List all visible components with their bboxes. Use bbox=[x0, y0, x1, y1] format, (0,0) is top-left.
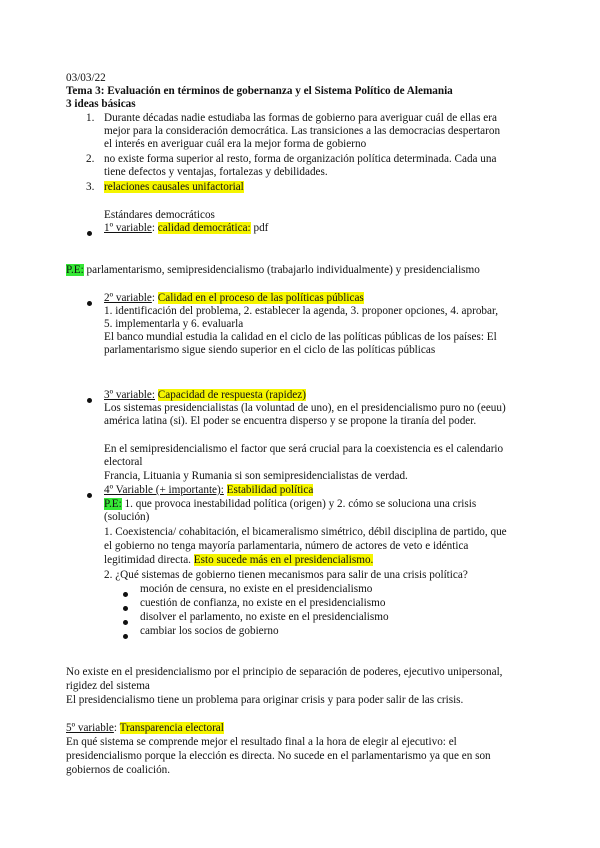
text-line: el gobierno no tenga mayoría parlamentaria, número de actores de veto e idéntica bbox=[104, 540, 469, 552]
idea-line: tiene defectos y ventajas, fortalezas y debilidades. bbox=[104, 166, 328, 178]
text-line: Francia, Lituania y Rumania si son semipresidencialistas de verdad. bbox=[104, 470, 408, 482]
variable-label: 5º variable bbox=[66, 722, 114, 734]
bullet-dot bbox=[123, 602, 128, 615]
idea-line: no existe forma superior al resto, forma de organización política determinada. Cada una bbox=[104, 153, 497, 165]
list-item: cambiar los socios de gobierno bbox=[140, 625, 279, 637]
pe-stability: P.E: 1. que provoca inestabilidad política (origen) y 2. cómo se soluciona una crisis bbox=[104, 498, 477, 510]
bullet-dot bbox=[123, 630, 128, 643]
text-line: En el semipresidencialismo el factor que será crucial para la coexistencia es el calendario bbox=[104, 443, 504, 455]
idea-line bbox=[104, 181, 244, 194]
bullet-dot bbox=[87, 227, 92, 240]
variable-label: 3º variable: bbox=[104, 389, 155, 401]
list-item: cuestión de confianza, no existe en el presidencialismo bbox=[140, 597, 386, 609]
text-line: parlamentarismo sigue siendo superior en el ciclo de las políticas públicas bbox=[104, 344, 436, 356]
standards-label: Estándares democráticos bbox=[104, 209, 215, 221]
highlight: Capacidad de respuesta (rapidez) bbox=[157, 389, 306, 401]
idea-number: 1. bbox=[86, 112, 95, 124]
list-item: moción de censura, no existe en el presidencialismo bbox=[140, 583, 373, 595]
pe-tag: P.E: bbox=[66, 264, 84, 276]
variable-2: 2º variable: Calidad en el proceso de las políticas públicas bbox=[104, 292, 364, 304]
text-line: Los sistemas presidencialistas (la voluntad de uno), en el presidencialismo puro no (eeuu) bbox=[104, 402, 506, 414]
text-line: presidencialismo porque la elección es directa. No sucede en el parlamentarismo ya que en son bbox=[66, 750, 491, 762]
text-line: En qué sistema se comprende mejor el resultado final a la hora de elegir al ejecutivo: el bbox=[66, 736, 457, 748]
idea-line: Durante décadas nadie estudiaba las formas de gobierno para averiguar cuál de ellas era bbox=[104, 112, 497, 124]
text-line: El presidencialismo tiene un problema para originar crisis y para poder salir de las crisis. bbox=[66, 694, 464, 706]
subtitle: 3 ideas básicas bbox=[66, 98, 136, 110]
date: 03/03/22 bbox=[66, 72, 106, 84]
highlight: relaciones causales unifactorial bbox=[104, 181, 244, 193]
text-line: legitimidad directa. Esto sucede más en el presidencialismo. bbox=[104, 554, 374, 566]
text-line: 1. Coexistencia/ cohabitación, el bicameralismo simétrico, débil disciplina de partido, que bbox=[104, 526, 507, 538]
idea-number: 3. bbox=[86, 181, 95, 193]
bullet-dot bbox=[87, 394, 92, 407]
idea-line: el interés en averiguar cuál era la mejor forma de gobierno bbox=[104, 138, 367, 150]
bullet-dot bbox=[123, 616, 128, 629]
document-title: Tema 3: Evaluación en términos de gobernanza y el Sistema Político de Alemania bbox=[66, 85, 453, 97]
text-line: 2. ¿Qué sistemas de gobierno tienen mecanismos para salir de una crisis política? bbox=[104, 569, 468, 581]
bullet-dot bbox=[123, 588, 128, 601]
text-line: electoral bbox=[104, 456, 143, 468]
highlight: Calidad en el proceso de las políticas públicas bbox=[157, 292, 364, 304]
text-line: gobiernos de coalición. bbox=[66, 764, 171, 776]
highlight: Transparencia electoral bbox=[119, 722, 224, 734]
text-line: El banco mundial estudia la calidad en el ciclo de las políticas públicas de los países: El bbox=[104, 331, 497, 343]
bullet-dot bbox=[87, 489, 92, 502]
idea-number: 2. bbox=[86, 153, 95, 165]
variable-3 bbox=[104, 389, 306, 402]
list-item: disolver el parlamento, no existe en el presidencialismo bbox=[140, 611, 389, 623]
variable-label: 1º variable bbox=[104, 222, 152, 234]
text-line: (solución) bbox=[104, 511, 150, 523]
variable-label: 4º Variable (+ importante): bbox=[104, 484, 224, 496]
text-line: 5. implementarla y 6. evaluarla bbox=[104, 318, 244, 330]
text-line: No existe en el presidencialismo por el principio de separación de poderes, ejecutivo unipersonal, bbox=[66, 666, 503, 678]
pe-tag: P.E: bbox=[104, 498, 122, 510]
highlight: Esto sucede más en el presidencialismo. bbox=[193, 554, 374, 566]
pe-forms-of-government: P.E: parlamentarismo, semipresidencialismo (trabajarlo individualmente) y presidencialismo bbox=[66, 264, 480, 276]
variable-5: 5º variable: Transparencia electoral bbox=[66, 722, 224, 734]
idea-line: mejor para la consideración democrática. Las transiciones a las democracias despertaron bbox=[104, 125, 501, 137]
text-line: rigidez del sistema bbox=[66, 680, 150, 692]
highlight: calidad democrática: bbox=[157, 222, 251, 234]
text-line: 1. identificación del problema, 2. establecer la agenda, 3. proponer opciones, 4. aprobar, bbox=[104, 305, 499, 317]
highlight: Estabilidad política bbox=[226, 484, 314, 496]
text-line: américa latina (si). El poder se encuentra disperso y se propone la tiranía del poder. bbox=[104, 415, 477, 427]
variable-label: 2º variable bbox=[104, 292, 152, 304]
bullet-dot bbox=[87, 297, 92, 310]
variable-4 bbox=[104, 484, 313, 497]
variable-1: 1º variable: calidad democrática: pdf bbox=[104, 222, 269, 234]
